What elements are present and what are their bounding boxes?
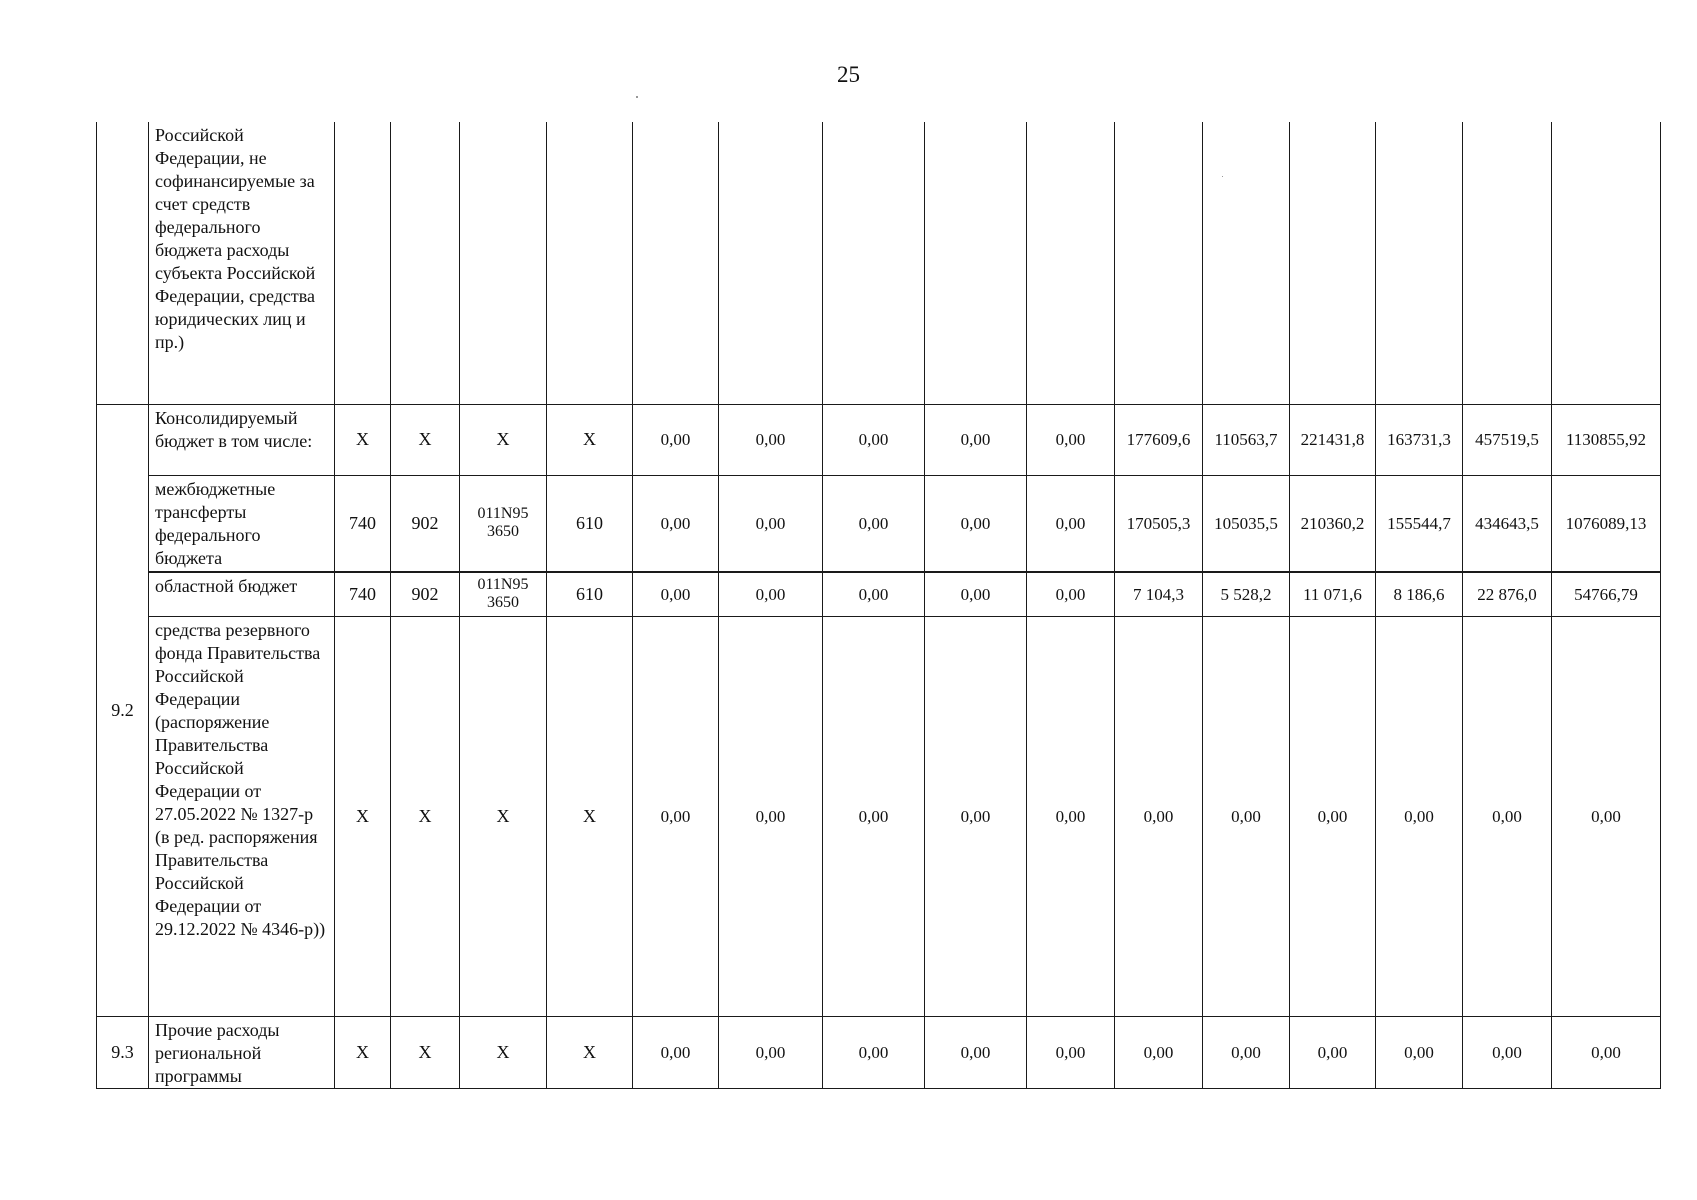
budget-table <box>96 122 1661 1089</box>
table-cell <box>547 122 633 404</box>
table-cell: 8 186,6 <box>1376 572 1463 616</box>
table-cell: 740 <box>335 475 391 572</box>
table-cell: 0,00 <box>823 572 925 616</box>
table-cell <box>719 122 823 404</box>
table-cell: 0,00 <box>1027 1016 1115 1088</box>
table-cell: 221431,8 <box>1290 404 1376 475</box>
table-cell: 011N95 3650 <box>460 475 547 572</box>
table-cell <box>1376 122 1463 404</box>
table-cell <box>335 122 391 404</box>
table-cell <box>1552 122 1661 404</box>
table-row <box>97 1016 1661 1088</box>
table-cell: 0,00 <box>633 616 719 1016</box>
table-cell: 210360,2 <box>1290 475 1376 572</box>
row-number-cell: 9.3 <box>97 1016 149 1088</box>
table-cell: X <box>547 1016 633 1088</box>
table-cell <box>1115 122 1203 404</box>
table-cell: 610 <box>547 572 633 616</box>
table-cell: 011N95 3650 <box>460 572 547 616</box>
table-cell: 0,00 <box>823 616 925 1016</box>
table-cell: 902 <box>391 572 460 616</box>
table-cell: 1076089,13 <box>1552 475 1661 572</box>
table-cell: 0,00 <box>719 1016 823 1088</box>
table-cell: X <box>391 1016 460 1088</box>
table-cell: 0,00 <box>633 1016 719 1088</box>
table-cell <box>925 122 1027 404</box>
table-cell: 0,00 <box>1290 616 1376 1016</box>
table-cell: 0,00 <box>925 1016 1027 1088</box>
table-cell: 0,00 <box>633 404 719 475</box>
table-cell: 0,00 <box>1376 1016 1463 1088</box>
table-cell: 0,00 <box>925 475 1027 572</box>
table-cell: 0,00 <box>1552 1016 1661 1088</box>
table-cell: X <box>460 404 547 475</box>
table-cell <box>1463 122 1552 404</box>
table-cell <box>633 122 719 404</box>
table-cell: 0,00 <box>925 404 1027 475</box>
table-cell: 0,00 <box>1203 1016 1290 1088</box>
table-cell: X <box>460 616 547 1016</box>
row-description: областной бюджет <box>149 572 335 616</box>
table-cell: 0,00 <box>1376 616 1463 1016</box>
table-row <box>97 616 1661 1016</box>
table-cell: X <box>391 616 460 1016</box>
table-cell: 54766,79 <box>1552 572 1661 616</box>
table-cell: 0,00 <box>1115 616 1203 1016</box>
table-cell: 0,00 <box>925 572 1027 616</box>
table-cell: 0,00 <box>633 475 719 572</box>
table-row <box>97 572 1661 616</box>
table-cell: X <box>547 616 633 1016</box>
table-cell: 0,00 <box>823 1016 925 1088</box>
table-row <box>97 122 1661 404</box>
table-cell: 155544,7 <box>1376 475 1463 572</box>
table-cell: X <box>547 404 633 475</box>
table-cell: 902 <box>391 475 460 572</box>
table-cell: 0,00 <box>1463 616 1552 1016</box>
table-cell: 177609,6 <box>1115 404 1203 475</box>
table-cell: 0,00 <box>1290 1016 1376 1088</box>
table-cell: 0,00 <box>1203 616 1290 1016</box>
table-cell: 170505,3 <box>1115 475 1203 572</box>
table-cell: 163731,3 <box>1376 404 1463 475</box>
table-cell: 22 876,0 <box>1463 572 1552 616</box>
table-cell: X <box>335 1016 391 1088</box>
table-row <box>97 404 1661 475</box>
row-description: Прочие расходы региональной программы <box>149 1016 335 1088</box>
table-cell: 610 <box>547 475 633 572</box>
table-cell: 0,00 <box>823 475 925 572</box>
table-row <box>97 475 1661 572</box>
table-cell <box>1290 122 1376 404</box>
table-cell: 0,00 <box>719 404 823 475</box>
table-cell: 434643,5 <box>1463 475 1552 572</box>
table-cell: 0,00 <box>719 475 823 572</box>
row-number-cell: 9.2 <box>97 404 149 1016</box>
table-cell <box>1203 122 1290 404</box>
table-cell: 110563,7 <box>1203 404 1290 475</box>
row-description: межбюджетные трансферты федерального бюджета <box>149 475 335 572</box>
table-cell: 740 <box>335 572 391 616</box>
table-cell: 0,00 <box>633 572 719 616</box>
table-cell: X <box>391 404 460 475</box>
table-cell: X <box>335 404 391 475</box>
table-cell: 0,00 <box>719 616 823 1016</box>
row-description: Российской Федерации, не софинансируемые за счет средств федерального бюджета расходы субъекта Российской Федерации, средства юридических лиц и пр.) <box>149 122 335 404</box>
table-cell <box>1027 122 1115 404</box>
table-cell: 0,00 <box>719 572 823 616</box>
table-cell: 0,00 <box>1463 1016 1552 1088</box>
table-cell: 0,00 <box>823 404 925 475</box>
row-description: средства резервного фонда Правительства Российской Федерации (распоряжение Правительства Российской Федерации от 27.05.2022 № 1327-р (в ред. распоряжения Правительства Российской Федерации от 29.12.2022 № 4346-р)) <box>149 616 335 1016</box>
table-cell: 1130855,92 <box>1552 404 1661 475</box>
table-cell: 5 528,2 <box>1203 572 1290 616</box>
table-cell <box>823 122 925 404</box>
table-cell: 105035,5 <box>1203 475 1290 572</box>
table-cell: 0,00 <box>925 616 1027 1016</box>
table-cell <box>460 122 547 404</box>
table-cell: 0,00 <box>1027 616 1115 1016</box>
table-cell: 7 104,3 <box>1115 572 1203 616</box>
table-cell <box>391 122 460 404</box>
table-cell: 11 071,6 <box>1290 572 1376 616</box>
row-description: Консолидируемый бюджет в том числе: <box>149 404 335 475</box>
table-cell: 457519,5 <box>1463 404 1552 475</box>
table-cell: 0,00 <box>1027 475 1115 572</box>
page-number: 25 <box>837 62 860 87</box>
table-cell: 0,00 <box>1115 1016 1203 1088</box>
table-cell: 0,00 <box>1552 616 1661 1016</box>
table-cell: 0,00 <box>1027 572 1115 616</box>
scan-speck <box>636 96 638 98</box>
table-cell: 0,00 <box>1027 404 1115 475</box>
table-cell: X <box>460 1016 547 1088</box>
row-number-cell <box>97 122 149 404</box>
table-cell: X <box>335 616 391 1016</box>
